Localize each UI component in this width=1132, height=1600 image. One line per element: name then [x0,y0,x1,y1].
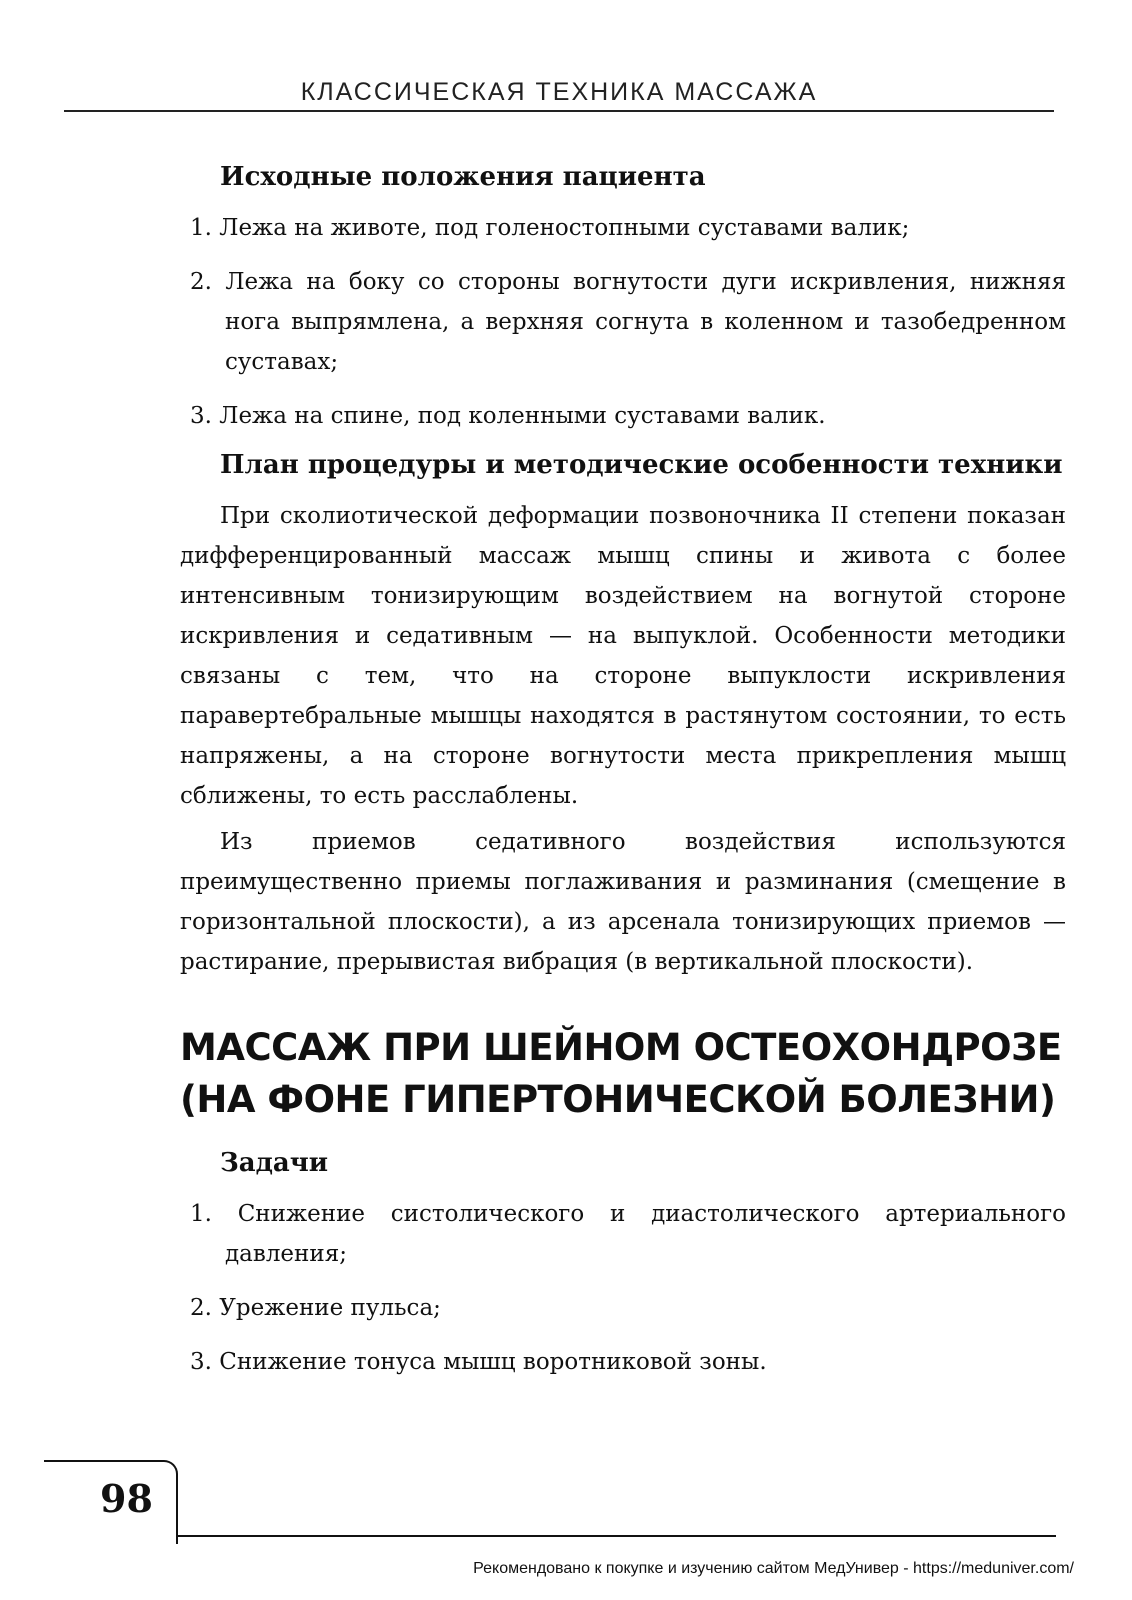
section-heading-plan: План процедуры и методические особенности техники [220,450,1063,480]
section-heading-positions: Исходные положения пациента [220,162,706,192]
paragraph: При сколиотической деформации позвоночника II степени показан дифференцированный массаж мышц спины и живота с более интенсивным тонизирующим воздействием на вогнутой стороне искривления и седативным — на выпуклой. Особенности методики связаны с тем, что на стороне выпуклости искривления паравертебральные мышцы находятся в растянутом состоянии, то есть напряжены, а на стороне вогнутости места прикрепления мышц сближены, то есть расслаблены. [180,503,1066,809]
positions-list [180,208,1066,436]
page-content [180,152,1066,1396]
chapter-title: МАССАЖ ПРИ ШЕЙНОМ ОСТЕОХОНДРОЗЕ (НА ФОНЕ ГИПЕРТОНИЧЕСКОЙ БОЛЕЗНИ) [180,1026,1062,1121]
watermark-text: Рекомендовано к покупке и изучению сайтом МедУнивер - https://meduniver.com/ [473,1560,1074,1577]
header-rule [64,110,1054,112]
list-item: 1. Снижение систолического и диастолического артериального давления; [190,1201,1066,1267]
running-head: КЛАССИЧЕСКАЯ ТЕХНИКА МАССАЖА [300,78,818,106]
list-item: 2. Лежа на боку со стороны вогнутости дуги искривления, нижняя нога выпрямлена, а верхняя согнута в коленном и тазобедренном суставах; [190,269,1066,375]
paragraph: Из приемов седативного воздействия используются преимущественно приемы поглаживания и разминания (смещение в горизонтальной плоскости), а из арсенала тонизирующих приемов — растирание, прерывистая вибрация (в вертикальной плоскости). [180,829,1066,975]
list-item: 3. Снижение тонуса мышц воротниковой зоны. [190,1349,767,1375]
page-number: 98 [100,1476,153,1521]
list-item: 2. Урежение пульса; [190,1295,441,1321]
list-item: 3. Лежа на спине, под коленными суставами валик. [190,403,826,429]
list-item: 1. Лежа на животе, под голеностопными суставами валик; [190,215,910,241]
tasks-list [180,1194,1066,1382]
section-heading-tasks: Задачи [220,1148,329,1178]
footer-rule [176,1535,1056,1537]
